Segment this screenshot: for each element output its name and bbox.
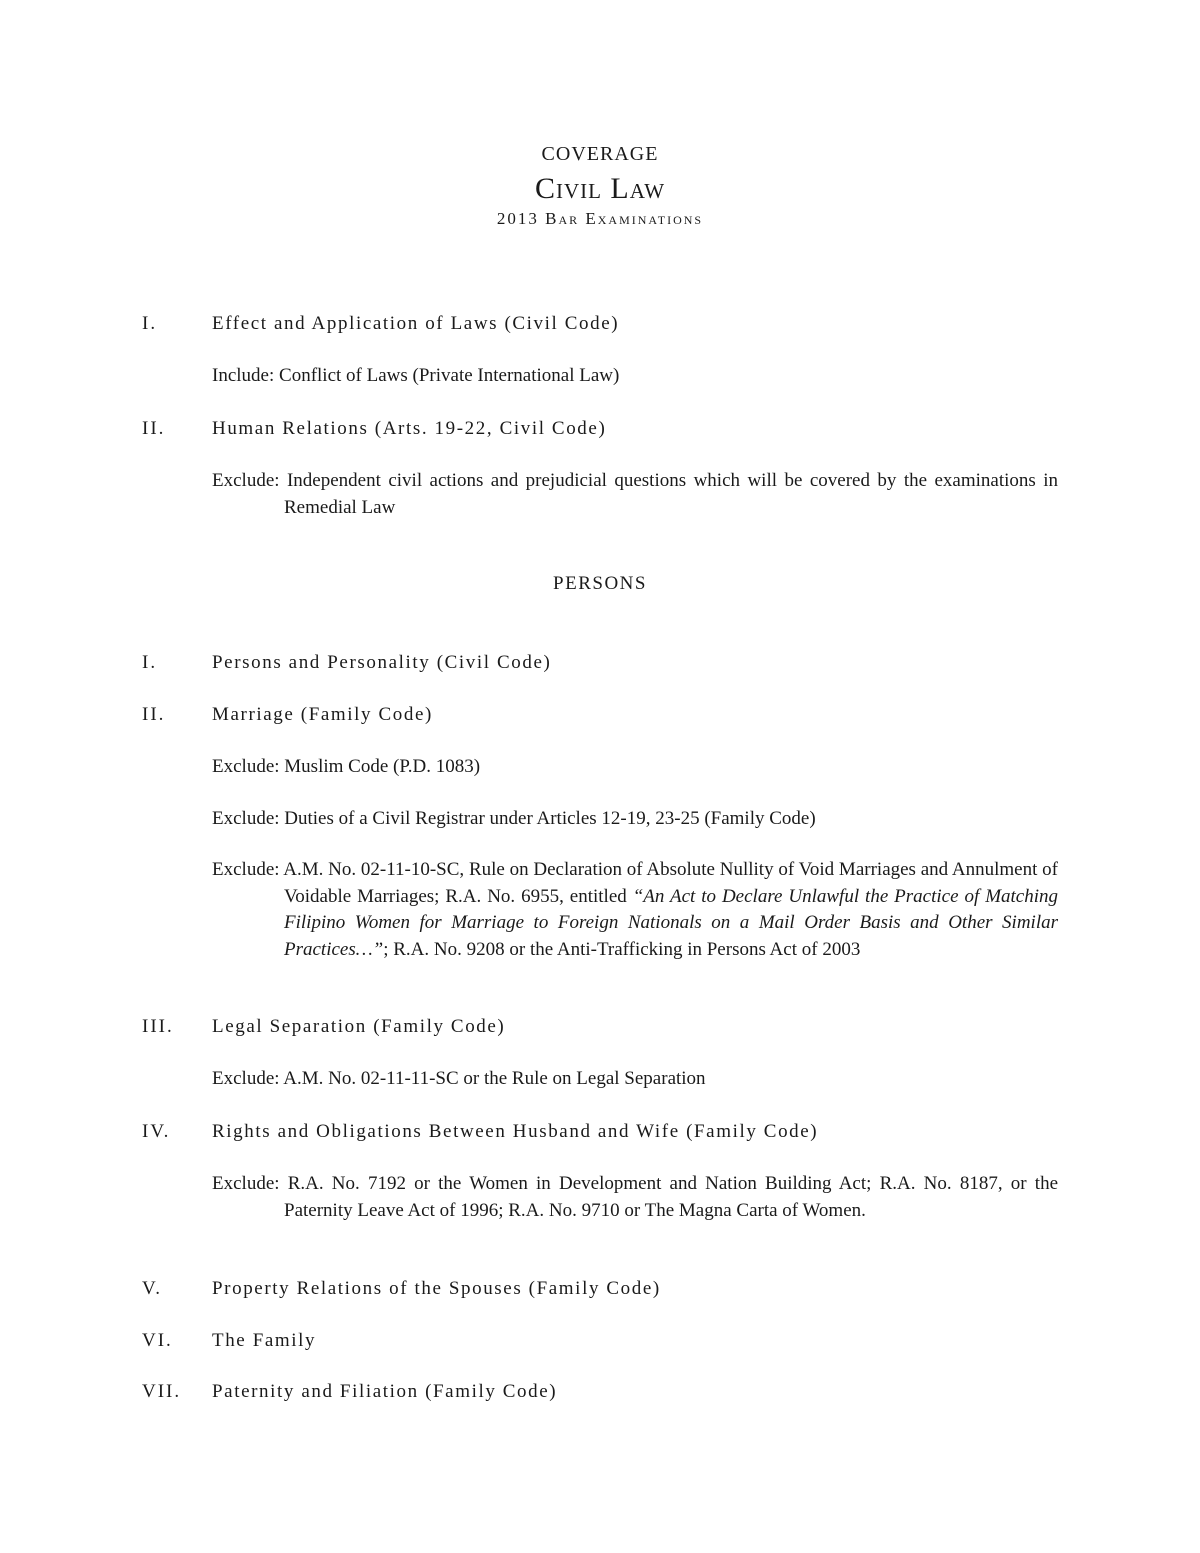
item-title: Legal Separation (Family Code) (212, 1016, 506, 1037)
note-text: A.M. No. 02-11-10-SC, Rule on Declaration of Absolute Nullity of Void Marriages and Annulment of Voidable Marriages; R.A. No. 6955, entitled (283, 859, 1058, 907)
coverage-heading: COVERAGE (541, 143, 659, 165)
item-numeral: II. (142, 418, 166, 439)
note-label: Exclude: (212, 859, 280, 880)
note-text: Conflict of Laws (Private International Law) (279, 365, 620, 386)
document-subtitle: 2013 Bar Examinations (496, 209, 704, 228)
exclude-note (212, 1066, 1058, 1093)
note-label: Include: (212, 365, 275, 386)
exclude-note (212, 468, 1058, 521)
note-label: Exclude: (212, 756, 280, 777)
item-title: Rights and Obligations Between Husband and Wife (Family Code) (212, 1121, 819, 1142)
item-title: The Family (212, 1330, 317, 1351)
item-title: Property Relations of the Spouses (Family Code) (212, 1278, 661, 1299)
item-numeral: II. (142, 704, 166, 725)
item-numeral: IV. (142, 1121, 171, 1142)
note-text: A.M. No. 02-11-11-SC or the Rule on Legal Separation (283, 1068, 706, 1089)
item-title: Human Relations (Arts. 19-22, Civil Code) (212, 418, 607, 439)
note-label: Exclude: (212, 808, 280, 829)
item-numeral: I. (142, 652, 158, 673)
item-title: Effect and Application of Laws (Civil Code) (212, 313, 620, 334)
note-label: Exclude: (212, 1173, 280, 1194)
item-title: Marriage (Family Code) (212, 704, 433, 725)
note-text: Muslim Code (P.D. 1083) (284, 756, 481, 777)
item-title: Paternity and Filiation (Family Code) (212, 1381, 558, 1402)
item-numeral: VI. (142, 1330, 173, 1351)
include-note (212, 363, 1058, 390)
exclude-note (212, 754, 1058, 781)
exclude-note (212, 806, 1058, 833)
note-text: Duties of a Civil Registrar under Articles 12-19, 23-25 (Family Code) (284, 808, 816, 829)
section-heading-persons: PERSONS (553, 573, 647, 594)
item-numeral: I. (142, 313, 158, 334)
note-text: ; R.A. No. 9208 or the Anti-Trafficking in Persons Act of 2003 (383, 938, 861, 960)
note-text: Independent civil actions and prejudicial questions which will be covered by the examinations in Remedial Law (284, 470, 1059, 518)
item-numeral: VII. (142, 1381, 182, 1402)
exclude-note (212, 857, 1058, 963)
document-title: Civil Law (534, 172, 666, 205)
act-title-italic: “An Act to Declare Unlawful the Practice of Matching Filipino Women for Marriage to Foreign Nationals on a Mail Order Basis and Other Similar Practices…” (284, 885, 1059, 960)
note-label: Exclude: (212, 1068, 280, 1089)
item-title: Persons and Personality (Civil Code) (212, 652, 552, 673)
note-label: Exclude: (212, 470, 280, 491)
exclude-note (212, 1171, 1058, 1224)
item-numeral: III. (142, 1016, 174, 1037)
note-text: R.A. No. 7192 or the Women in Development and Nation Building Act; R.A. No. 8187, or the Paternity Leave Act of 1996; R.A. No. 9710 or The Magna Carta of Women. (284, 1173, 1058, 1221)
item-numeral: V. (142, 1278, 163, 1299)
